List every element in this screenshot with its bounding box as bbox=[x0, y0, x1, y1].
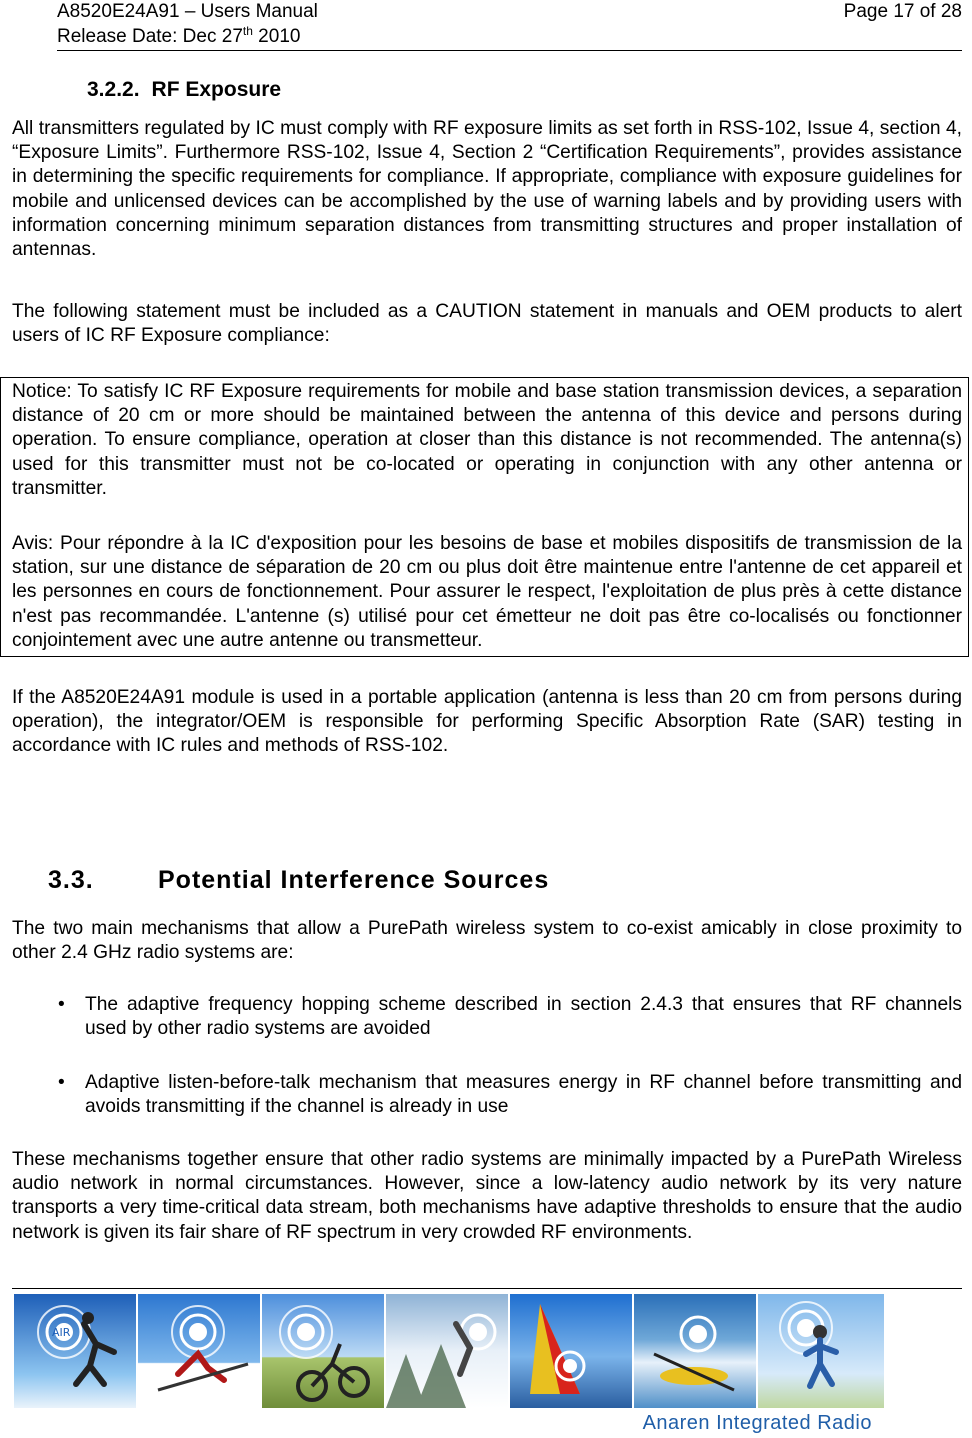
section-heading-interference bbox=[48, 866, 549, 895]
skier-icon bbox=[138, 1294, 260, 1408]
section-title: RF Exposure bbox=[151, 78, 282, 101]
banner-tile-cyclist bbox=[262, 1294, 384, 1408]
banner-tile-skateboarder bbox=[14, 1294, 136, 1408]
bullet-icon: • bbox=[58, 1072, 65, 1093]
anaren-brand-logo: Anaren Integrated Radio bbox=[642, 1412, 872, 1434]
banner-tile-kayaker bbox=[634, 1294, 756, 1408]
air-logo-text: AIR bbox=[52, 1326, 71, 1339]
windsurfer-icon bbox=[510, 1294, 632, 1408]
banner-tile-jumper bbox=[758, 1294, 884, 1408]
banner-tile-skier bbox=[138, 1294, 260, 1408]
list-item-text: The adaptive frequency hopping scheme described in section 2.4.3 that ensures that RF channels used by other radio systems are avoided bbox=[85, 994, 962, 1040]
footer-divider bbox=[12, 1288, 962, 1289]
release-date-prefix: Release Date: Dec 27 bbox=[57, 26, 243, 47]
interference-intro: The two main mechanisms that allow a PurePath wireless system to co-exist amicably in close proximity to other 2.4 GHz radio systems are: bbox=[12, 918, 962, 964]
document-title: A8520E24A91 – Users Manual bbox=[57, 1, 318, 22]
cyclist-icon bbox=[262, 1294, 384, 1408]
notice-english: Notice: To satisfy IC RF Exposure requirements for mobile and base station transmission devices, a separation distance of 20 cm or more should be maintained between the antenna of this device and persons during operation. To ensure compliance, operation at closer than this distance is not recommended. The antenna(s) used for this transmitter must not be co-located or operating in conjunction with any other antenna or transmitter. bbox=[12, 381, 962, 499]
banner-tile-snowboarder bbox=[386, 1294, 508, 1408]
release-date bbox=[57, 24, 300, 48]
kayaker-icon bbox=[634, 1294, 756, 1408]
bullet-icon: • bbox=[58, 994, 65, 1015]
interference-closing: These mechanisms together ensure that other radio systems are minimally impacted by a PurePath Wireless audio network in normal circumstances. However, since a low-latency audio network by its very nature transports a very time-critical data stream, both mechanisms have adaptive thresholds to ensure that the audio network is given its fair share of RF spectrum in very crowded RF environments. bbox=[12, 1149, 962, 1243]
snowboarder-icon bbox=[386, 1294, 508, 1408]
section-number: 3.2.2. bbox=[87, 78, 140, 101]
section-heading-rf-exposure bbox=[87, 78, 281, 102]
rf-paragraph-3: If the A8520E24A91 module is used in a portable application (antenna is less than 20 cm from persons during operation), the integrator/OEM is responsible for performing Specific Absorption Rate (SAR) testing in accordance with IC rules and methods of RSS-102. bbox=[12, 687, 962, 757]
rf-paragraph-2: The following statement must be included as a CAUTION statement in manuals and OEM products to alert users of IC RF Exposure compliance: bbox=[12, 301, 962, 347]
footer-banner bbox=[14, 1294, 884, 1408]
release-date-year: 2010 bbox=[252, 26, 301, 47]
caution-notice-box bbox=[0, 377, 969, 657]
jumper-icon bbox=[758, 1294, 884, 1408]
page-header bbox=[57, 0, 962, 51]
notice-french: Avis: Pour répondre à la IC d'exposition pour les besoins de base et mobiles dispositifs de transmission de la station, sur une distance de séparation de 20 cm ou plus doit être maintenue entre l'antenne de cet appareil et les personnes en cours de fonctionnement. Pour assurer le respect, l'exploitation de plus près à cette distance n'est pas recommandée. L'antenne (s) utilisé pour cet émetteur ne doit pas être co-localisés ou fonctionner conjointement avec une autre antenne ou transmetteur. bbox=[12, 533, 962, 651]
section-number: 3.3. bbox=[48, 866, 94, 894]
page-number: Page 17 of 28 bbox=[843, 1, 962, 22]
section-title: Potential Interference Sources bbox=[158, 866, 550, 894]
skater-icon bbox=[14, 1294, 136, 1408]
rf-paragraph-1: All transmitters regulated by IC must comply with RF exposure limits as set forth in RSS-102, Issue 4, section 4, “Exposure Limits”. Furthermore RSS-102, Issue 4, Section 2 “Certification Requirements”, provides assistance in determining the specific requirements for compliance. If appropriate, compliance with exposure guidelines for mobile and unlicensed devices can be accomplished by the use of warning labels and by providing users with information concerning minimum separation distances from transmitting structures and proper installation of antennas. bbox=[12, 118, 962, 261]
release-date-suffix-sup: th bbox=[242, 24, 253, 38]
list-item-text: Adaptive listen-before-talk mechanism that measures energy in RF channel before transmitting and avoids transmitting if the channel is already in use bbox=[85, 1072, 962, 1118]
banner-tile-windsurfer bbox=[510, 1294, 632, 1408]
